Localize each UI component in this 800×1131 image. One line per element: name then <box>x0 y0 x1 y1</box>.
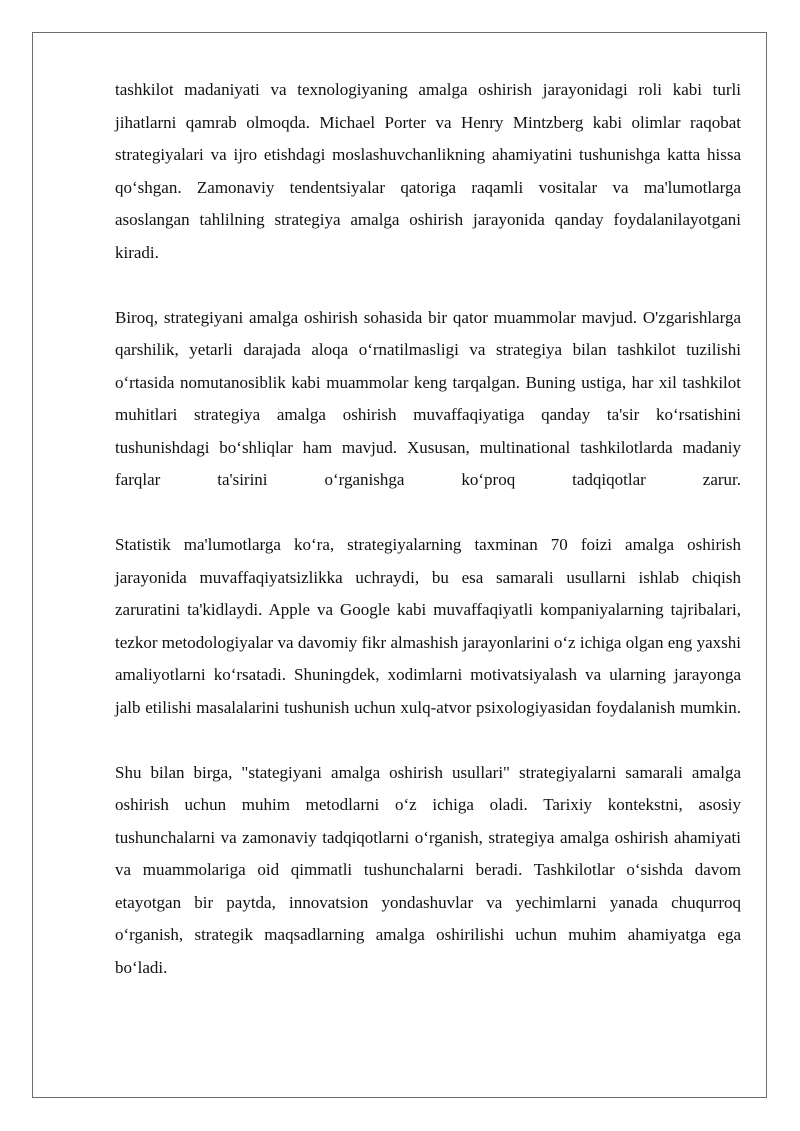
paragraph-3: Statistik ma'lumotlarga ko‘ra, strategiyalarning taxminan 70 foizi amalga oshirish jarayonida muvaffaqiyatsizlikka uchraydi, bu esa samarali usullarni ishlab chiqish zaruratini ta'kidlaydi. Apple va Google kabi muvaffaqiyatli kompaniyalarning tajribalari, tezkor metodologiyalar va davomiy fikr almashish jarayonlarini o‘z ichiga olgan eng yaxshi amaliyotlarni ko‘rsatadi. Shuningdek, xodimlarni motivatsiyalash va ularning jarayonga jalb etilishi masalalarini tushunish uchun xulq-atvor psixologiyasidan foydalanish mumkin. <box>115 535 741 717</box>
paragraph-1: tashkilot madaniyati va texnologiyaning amalga oshirish jarayonidagi roli kabi turli jihatlarni qamrab olmoqda. Michael Porter va Henry Mintzberg kabi olimlar raqobat strategiyalari va ijro etishdagi moslashuvchanlikning ahamiyatini tushunishga katta hissa qo‘shgan. Zamonaviy tendentsiyalar qatoriga raqamli vositalar va ma'lumotlarga asoslangan tahlilning strategiya amalga oshirish jarayonida qanday foydalanilayotgani kiradi. <box>115 80 741 262</box>
paragraph-2: Biroq, strategiyani amalga oshirish sohasida bir qator muammolar mavjud. O'zgarishlarga qarshilik, yetarli darajada aloqa o‘rnatilmasligi va strategiya bilan tashkilot tuzilishi o‘rtasida nomutanosiblik kabi muammolar keng tarqalgan. Buning ustiga, har xil tashkilot muhitlari strategiya amalga oshirish muvaffaqiyatiga qanday ta'sir ko‘rsatishini tushunishdagi bo‘shliqlar ham mavjud. Xususan, multinational tashkilotlarda madaniy farqlar ta'sirini o‘rganishga ko‘proq tadqiqotlar zarur. <box>115 307 741 489</box>
paragraph-4: Shu bilan birga, "stategiyani amalga oshirish usullari" strategiyalarni samarali amalga oshirish uchun muhim metodlarni o‘z ichiga oladi. Tarixiy kontekstni, asosiy tushunchalarni va zamonaviy tadqiqotlarni o‘rganish, strategiya amalga oshirish ahamiyati va muammolariga oid qimmatli tushunchalarni beradi. Tashkilotlar o‘sishda davom etayotgan bir paytda, innovatsion yondashuvlar va yechimlarni yanada chuqurroq o‘rganish, strategik maqsadlarning amalga oshirilishi uchun muhim ahamiyatga ega bo‘ladi. <box>115 762 741 977</box>
document-body <box>115 74 741 984</box>
